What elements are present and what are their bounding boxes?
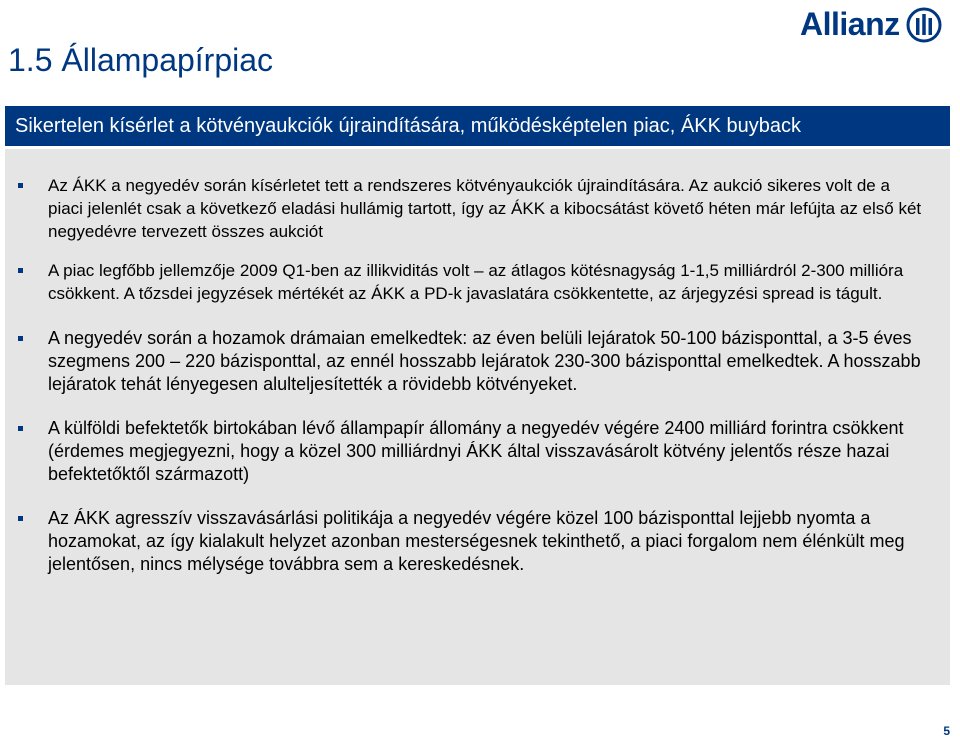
allianz-logo: [800, 6, 942, 43]
square-bullet-icon: [18, 516, 23, 521]
allianz-eagle-icon: [906, 7, 942, 43]
bullet-text: Az ÁKK agresszív visszavásárlási politikája a negyedév végére közel 100 bázisponttal lejjebb nyomta a hozamokat, az így kialakult helyzet azonban mesterségesnek tekinthető, a piaci forgalom nem élénkült meg jelentősen, nincs mélysége továbbra sem a kereskedésnek.: [48, 508, 905, 574]
bullet-item: [18, 507, 923, 576]
square-bullet-icon: [18, 426, 23, 431]
bullet-text: A külföldi befektetők birtokában lévő állampapír állomány a negyedév végére 2400 milliárd forintra csökkent (érdemes megjegyezni, hogy a közel 300 milliárdnyi ÁKK által visszavásárolt kötvény jelentős része hazai befektetőktől származott): [48, 418, 904, 484]
square-bullet-icon: [18, 183, 23, 188]
bullet-item: [18, 174, 923, 243]
section-banner: [5, 106, 950, 146]
bullet-text: Az ÁKK a negyedév során kísérletet tett a rendszeres kötvényaukciók újraindítására. Az aukció sikeres volt de a piaci jelenlét csak a következő eladási hullámig tartott, így az ÁKK a kibocsátást követő héten már lefújta az első két negyedévre tervezett összes aukciót: [48, 176, 922, 241]
slide-title: 1.5 Állampapírpiac: [8, 42, 274, 78]
bullet-text: A negyedév során a hozamok drámaian emelkedtek: az éven belüli lejáratok 50-100 bázisponttal, a 3-5 éves szegmens 200 – 220 bázisponttal, az ennél hosszabb lejáratok 230-300 bázisponttal emelkedtek. A hosszabb lejáratok tehát lényegesen alulteljesítették a rövidebb kötvényeket.: [48, 328, 921, 394]
square-bullet-icon: [18, 268, 23, 273]
page-number: 5: [943, 724, 950, 738]
bullet-list: [18, 174, 923, 597]
bullet-item: [18, 417, 923, 486]
logo-wordmark: Allianz: [800, 6, 900, 42]
bullet-item: [18, 327, 923, 396]
square-bullet-icon: [18, 336, 23, 341]
bullet-item: [18, 259, 923, 305]
banner-text: Sikertelen kísérlet a kötvényaukciók újraindítására, működésképtelen piac, ÁKK buyback: [15, 115, 801, 137]
bullet-text: A piac legfőbb jellemzője 2009 Q1-ben az illikviditás volt – az átlagos kötésnagyság 1-1,5 milliárdról 2-300 millióra csökkent. A tőzsdei jegyzések mértékét az ÁKK a PD-k javaslatára csökkentette, az árjegyzési spread is tágult.: [48, 261, 904, 303]
